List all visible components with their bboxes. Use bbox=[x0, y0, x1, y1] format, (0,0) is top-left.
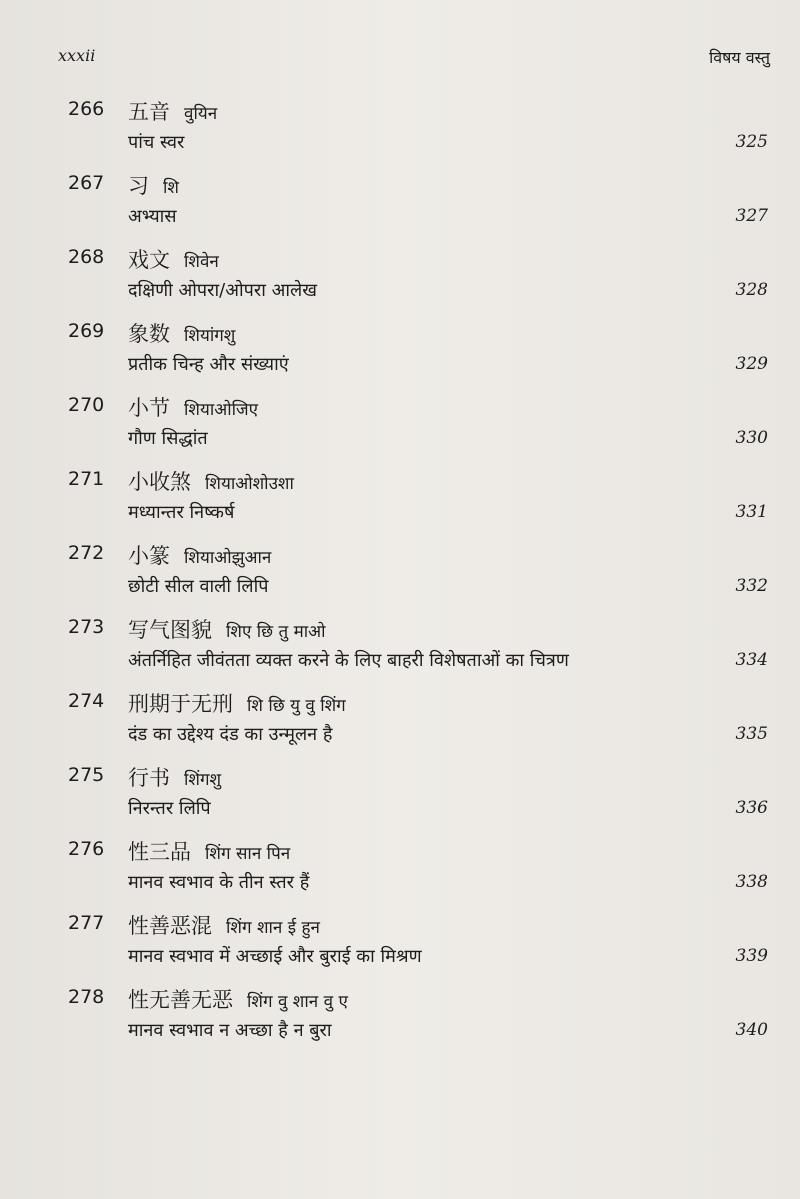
entry-transliteration: शियाओजिए bbox=[184, 400, 259, 420]
entry-chinese-text: 性无善无恶 bbox=[128, 988, 233, 1012]
entry-hindi-title: प्रतीक चिन्ह और संख्याएं bbox=[128, 354, 289, 375]
entry-page-number: 328 bbox=[735, 280, 768, 300]
entry-page-number: 340 bbox=[735, 1020, 768, 1040]
entry-chinese-term bbox=[128, 836, 290, 866]
entry-hindi-title: पांच स्वर bbox=[128, 132, 185, 153]
entry-chinese-text: 习 bbox=[128, 174, 149, 198]
entry-hindi-title: मानव स्वभाव में अच्छाई और बुराई का मिश्रण bbox=[128, 946, 422, 967]
entry-number: 276 bbox=[68, 838, 105, 860]
entry-transliteration: शि bbox=[163, 178, 179, 198]
entry-chinese-text: 小节 bbox=[128, 396, 170, 420]
contents-entry[interactable] bbox=[0, 462, 800, 536]
entry-chinese-term bbox=[128, 96, 217, 126]
entry-hindi-title: अभ्यास bbox=[128, 206, 177, 227]
entry-chinese-term bbox=[128, 244, 219, 274]
contents-entry[interactable] bbox=[0, 906, 800, 980]
entry-transliteration: शि छि यु वु शिंग bbox=[247, 696, 346, 716]
entry-transliteration: शिंग वु शान वु ए bbox=[247, 992, 348, 1012]
entry-hindi-title: दक्षिणी ओपरा/ओपरा आलेख bbox=[128, 280, 317, 301]
entry-transliteration: शिंगशु bbox=[184, 770, 222, 790]
entry-page-number: 327 bbox=[735, 206, 768, 226]
entry-page-number: 334 bbox=[735, 650, 768, 670]
entry-chinese-term bbox=[128, 688, 346, 718]
page-header bbox=[58, 46, 770, 76]
entry-chinese-text: 性善恶混 bbox=[128, 914, 212, 938]
entry-chinese-term bbox=[128, 392, 258, 422]
entry-hindi-title: छोटी सील वाली लिपि bbox=[128, 576, 269, 597]
contents-entry[interactable] bbox=[0, 314, 800, 388]
entry-page-number: 338 bbox=[735, 872, 768, 892]
contents-entry[interactable] bbox=[0, 92, 800, 166]
contents-list bbox=[0, 92, 800, 1054]
contents-entry[interactable] bbox=[0, 684, 800, 758]
entry-transliteration: शियाओशोउशा bbox=[205, 474, 294, 494]
entry-page-number: 336 bbox=[735, 798, 768, 818]
entry-number: 278 bbox=[68, 986, 105, 1008]
contents-entry[interactable] bbox=[0, 240, 800, 314]
entry-number: 274 bbox=[68, 690, 105, 712]
contents-entry[interactable] bbox=[0, 832, 800, 906]
contents-entry[interactable] bbox=[0, 758, 800, 832]
contents-entry[interactable] bbox=[0, 388, 800, 462]
entry-transliteration: वुयिन bbox=[184, 104, 218, 124]
entry-chinese-text: 小收煞 bbox=[128, 470, 191, 494]
entry-transliteration: शिंग सान पिन bbox=[205, 844, 291, 864]
entry-page-number: 332 bbox=[735, 576, 768, 596]
entry-chinese-term bbox=[128, 614, 326, 644]
entry-hindi-title: मानव स्वभाव के तीन स्तर हैं bbox=[128, 872, 310, 893]
entry-page-number: 329 bbox=[735, 354, 768, 374]
entry-chinese-term bbox=[128, 984, 348, 1014]
section-title: विषय वस्तु bbox=[709, 48, 770, 67]
entry-hindi-title: निरन्तर लिपि bbox=[128, 798, 211, 819]
entry-page-number: 339 bbox=[735, 946, 768, 966]
entry-page-number: 331 bbox=[735, 502, 768, 522]
contents-entry[interactable] bbox=[0, 536, 800, 610]
entry-chinese-text: 刑期于无刑 bbox=[128, 692, 233, 716]
entry-chinese-term bbox=[128, 466, 294, 496]
entry-number: 272 bbox=[68, 542, 105, 564]
entry-number: 271 bbox=[68, 468, 105, 490]
entry-chinese-term bbox=[128, 540, 271, 570]
entry-transliteration: शियांगशु bbox=[184, 326, 236, 346]
contents-entry[interactable] bbox=[0, 166, 800, 240]
entry-transliteration: शियाओझुआन bbox=[184, 548, 272, 568]
entry-chinese-term bbox=[128, 318, 235, 348]
entry-number: 266 bbox=[68, 98, 105, 120]
page-number-roman: xxxii bbox=[58, 46, 96, 65]
entry-number: 269 bbox=[68, 320, 105, 342]
entry-number: 270 bbox=[68, 394, 105, 416]
entry-chinese-term bbox=[128, 762, 221, 792]
entry-number: 277 bbox=[68, 912, 105, 934]
entry-chinese-text: 写气图貌 bbox=[128, 618, 212, 642]
entry-hindi-title: मानव स्वभाव न अच्छा है न बुरा bbox=[128, 1020, 332, 1041]
entry-chinese-text: 象数 bbox=[128, 322, 170, 346]
entry-number: 273 bbox=[68, 616, 105, 638]
entry-transliteration: शिंग शान ई हुन bbox=[226, 918, 320, 938]
entry-chinese-text: 性三品 bbox=[128, 840, 191, 864]
entry-transliteration: शिवेन bbox=[184, 252, 219, 272]
entry-chinese-text: 小篆 bbox=[128, 544, 170, 568]
entry-page-number: 335 bbox=[735, 724, 768, 744]
entry-transliteration: शिए छि तु माओ bbox=[226, 622, 326, 642]
entry-hindi-title: गौण सिद्धांत bbox=[128, 428, 208, 449]
entry-hindi-title: अंतर्निहित जीवंतता व्यक्त करने के लिए बाहरी विशेषताओं का चित्रण bbox=[128, 650, 569, 671]
entry-chinese-text: 五音 bbox=[128, 100, 170, 124]
entry-hindi-title: दंड का उद्देश्य दंड का उन्मूलन है bbox=[128, 724, 333, 745]
entry-chinese-term bbox=[128, 170, 179, 200]
entry-page-number: 325 bbox=[735, 132, 768, 152]
contents-entry[interactable] bbox=[0, 980, 800, 1054]
entry-number: 268 bbox=[68, 246, 105, 268]
contents-entry[interactable] bbox=[0, 610, 800, 684]
entry-page-number: 330 bbox=[735, 428, 768, 448]
entry-chinese-text: 戏文 bbox=[128, 248, 170, 272]
entry-number: 267 bbox=[68, 172, 105, 194]
entry-chinese-term bbox=[128, 910, 320, 940]
entry-chinese-text: 行书 bbox=[128, 766, 170, 790]
entry-number: 275 bbox=[68, 764, 105, 786]
entry-hindi-title: मध्यान्तर निष्कर्ष bbox=[128, 502, 235, 523]
